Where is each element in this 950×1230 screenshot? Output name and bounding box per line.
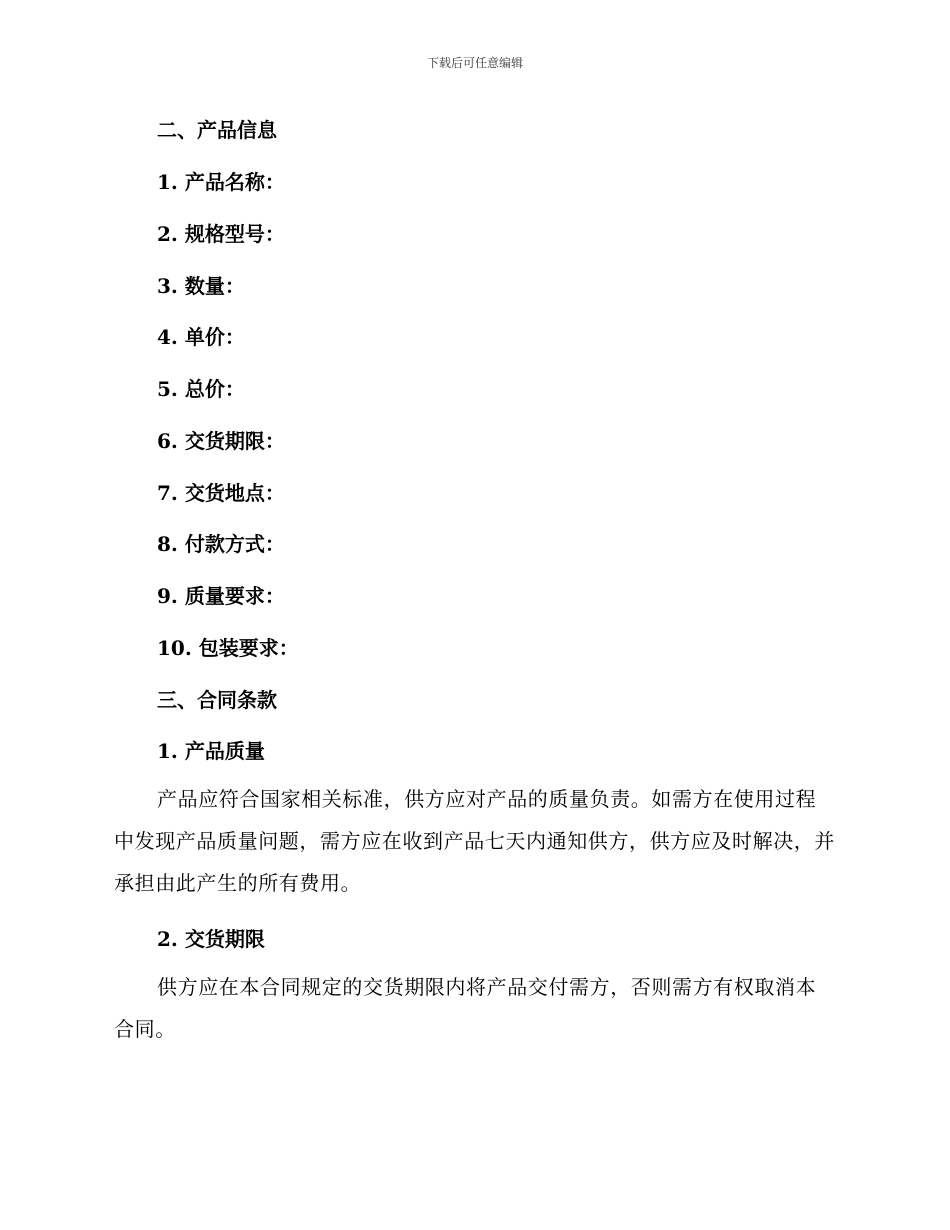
section-heading-product-info: 二、产品信息 [157, 118, 277, 142]
field-unit-price: 4. 单价： [157, 325, 245, 349]
field-product-name: 1. 产品名称： [157, 170, 285, 194]
clause-paragraph-delivery-period: 供方应在本合同规定的交货期限内将产品交付需方，否则需方有权取消本合同。 [114, 975, 817, 1041]
field-delivery-period: 6. 交货期限： [157, 429, 285, 453]
field-delivery-location: 7. 交货地点： [157, 481, 285, 505]
field-quality-requirements: 9. 质量要求： [157, 584, 285, 608]
field-quantity: 3. 数量： [157, 274, 245, 298]
clause-heading-product-quality: 1. 产品质量 [157, 739, 265, 763]
clause-paragraph-product-quality: 产品应符合国家相关标准，供方应对产品的质量负责。如需方在使用过程中发现产品质量问题，需方应在收到产品七天内通知供方，供方应及时解决，并承担由此产生的所有费用。 [114, 787, 835, 895]
clause-heading-delivery-period: 2. 交货期限 [157, 927, 265, 951]
field-packaging-requirements: 10. 包装要求： [157, 636, 299, 660]
field-payment-method: 8. 付款方式： [157, 532, 285, 556]
page-header: 下载后可任意编辑 [426, 56, 523, 70]
section-heading-contract-terms: 三、合同条款 [157, 688, 277, 712]
field-spec-model: 2. 规格型号： [157, 222, 285, 246]
field-total-price: 5. 总价： [157, 377, 245, 401]
